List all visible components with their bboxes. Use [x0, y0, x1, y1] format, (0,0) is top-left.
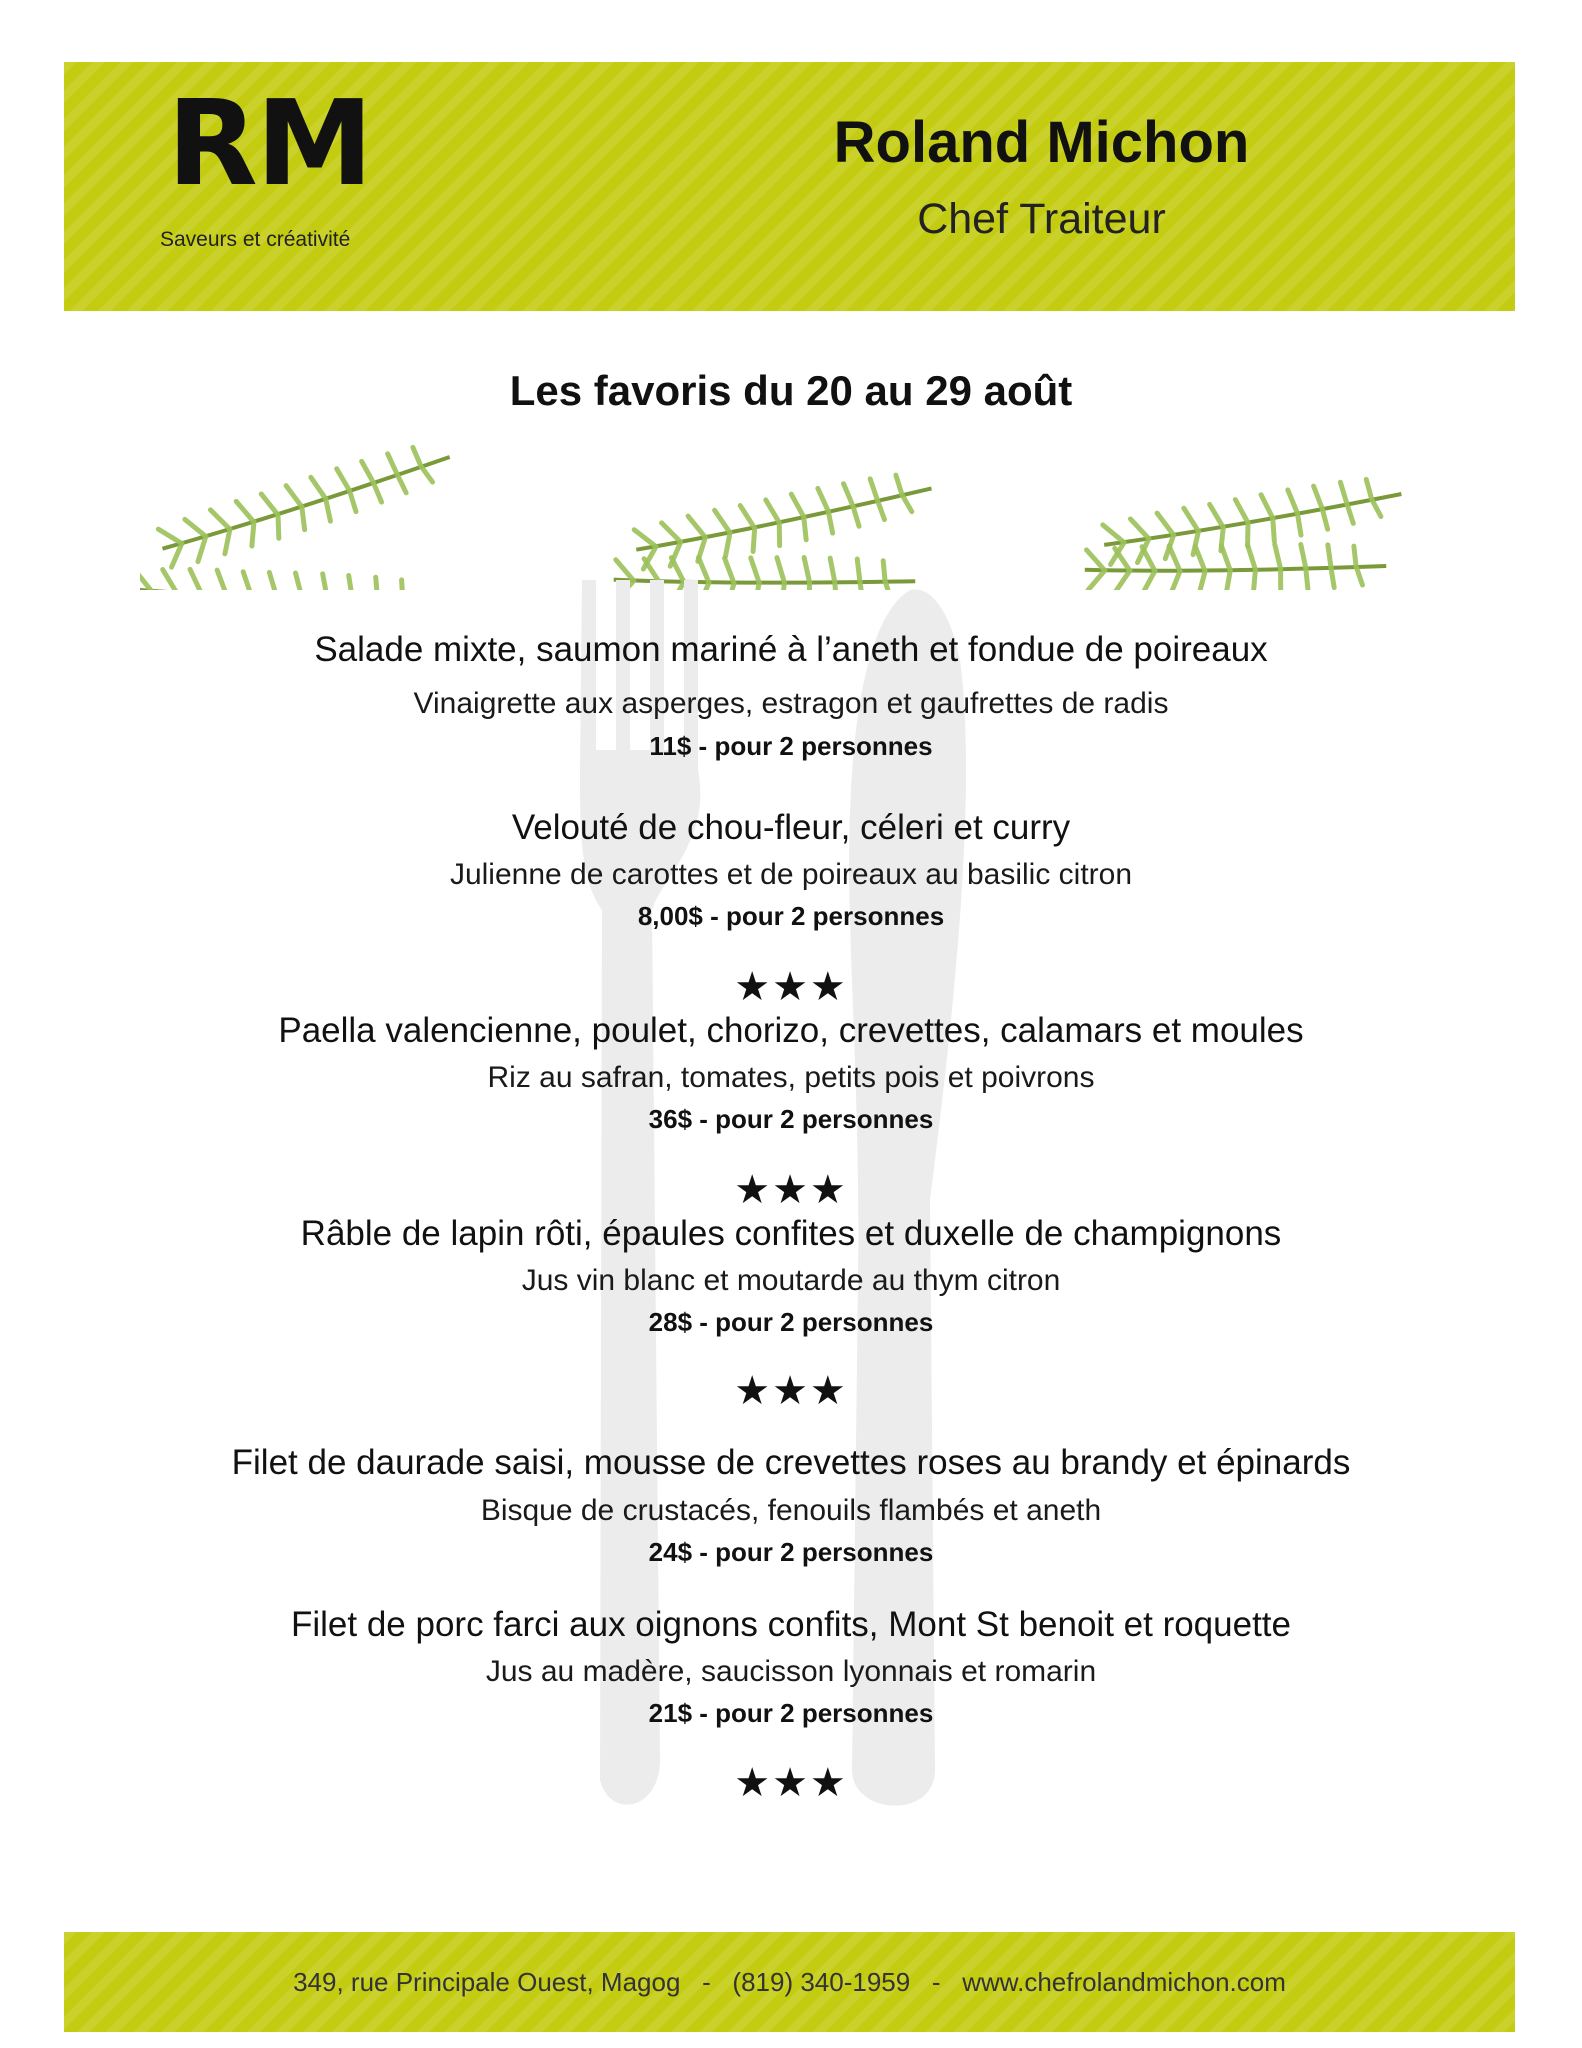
- dish-description: Bisque de crustacés, fenouils flambés et aneth: [480, 1494, 1102, 1527]
- star-separator: ★★★: [734, 965, 848, 1009]
- star-separator: ★★★: [734, 1369, 848, 1413]
- dish-price: 28$ - pour 2 personnes: [648, 1307, 934, 1337]
- dish-name: Salade mixte, saumon mariné à l’aneth et fondue de poireaux: [314, 630, 1268, 669]
- dish-price: 24$ - pour 2 personnes: [648, 1537, 934, 1567]
- page-title: Les favoris du 20 au 29 août: [509, 367, 1073, 414]
- dish-description: Jus vin blanc et moutarde au thym citron: [521, 1264, 1061, 1297]
- dish-name: Velouté de chou-fleur, céleri et curry: [511, 808, 1071, 847]
- dish-description: Julienne de carottes et de poireaux au basilic citron: [449, 858, 1133, 891]
- dish-name: Râble de lapin rôti, épaules confites et duxelle de champignons: [300, 1214, 1282, 1253]
- dish-price: 8,00$ - pour 2 personnes: [637, 901, 945, 931]
- star-separator: ★★★: [734, 1168, 848, 1212]
- dish-name: Filet de porc farci aux oignons confits, Mont St benoit et roquette: [291, 1605, 1291, 1644]
- chef-role: Chef Traiteur: [917, 195, 1166, 243]
- footer-banner: [64, 1932, 1515, 2032]
- dish-price: 11$ - pour 2 personnes: [649, 731, 933, 761]
- logo-tagline: Saveurs et créativité: [160, 228, 351, 251]
- chef-name: Roland Michon: [833, 110, 1250, 175]
- dish-price: 21$ - pour 2 personnes: [648, 1698, 934, 1728]
- dish-name: Filet de daurade saisi, mousse de crevettes roses au brandy et épinards: [231, 1443, 1351, 1482]
- star-separator: ★★★: [734, 1761, 848, 1805]
- dish-description: Riz au safran, tomates, petits pois et poivrons: [487, 1061, 1095, 1094]
- dish-price: 36$ - pour 2 personnes: [648, 1104, 934, 1134]
- footer-contact: 349, rue Principale Ouest, Magog - (819) 340-1959 - www.chefrolandmichon.com: [293, 1967, 1286, 1997]
- dish-name: Paella valencienne, poulet, chorizo, crevettes, calamars et moules: [278, 1011, 1304, 1050]
- logo: RM: [167, 74, 372, 212]
- dish-description: Jus au madère, saucisson lyonnais et romarin: [485, 1655, 1097, 1688]
- dish-description: Vinaigrette aux asperges, estragon et gaufrettes de radis: [413, 687, 1169, 720]
